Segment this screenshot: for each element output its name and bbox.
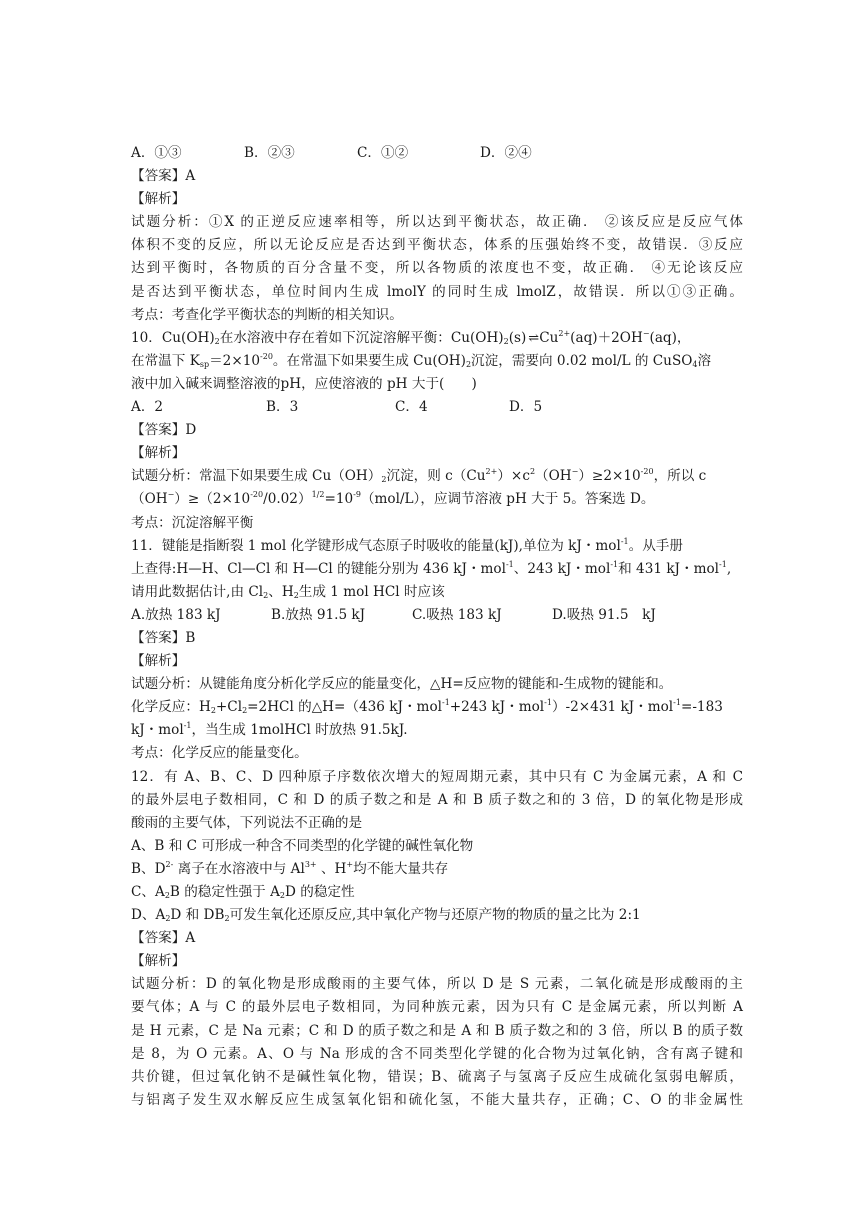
q12-option-d: D、$A_2D$ 和 $DB_2$可发生氧化还原反应,其中氧化产物与还原产物的物质的量之比为 2:1 <box>131 907 641 924</box>
q12-option-b: B、$D^{2-}$ 离子在水溶液中与 $Al^{3+}$ 、H+均不能大量共存 <box>131 859 449 877</box>
option-c: C．①② <box>357 145 409 161</box>
q12-analysis-line: 是 H 元素，C 是 Na 元素；C 和 D 的质子数之和是 A 和 B 质子数之和的 3 倍，所以 B 的质子数 <box>131 1022 743 1039</box>
option-b: B.放热 91.5 kJ <box>271 606 366 623</box>
q11-answer: 【答案】B <box>131 629 196 646</box>
q11-stem-line2: 上查得:H—H、Cl—Cl 和 H—Cl 的键能分别为 436 kJ・mol$^{-1}$、243 kJ・mol$^{-1}$和 431 kJ・mol$^{-1}$, <box>131 559 732 577</box>
q10-stem-line3: 液中加入碱来调整溶液的pH，应使溶液的 pH 大于( ) <box>131 375 477 392</box>
option-a: A.放热 183 kJ <box>131 606 221 623</box>
q11-analysis-line3: kJ・mol$^{-1}$，当生成 1molHCl 时放热 91.5kJ. <box>131 721 408 739</box>
q12-option-c: C、$A_2B$ 的稳定性强于 $A_2D$ 的稳定性 <box>131 884 355 900</box>
q11-stem-line3: 请用此数据估计,由 $Cl_2$、$H_2$生成 1 mol HCl 时应该 <box>131 583 445 600</box>
q12-stem-line: 12．有 A、B、C、D 四种原子序数依次增大的短周期元素，其中只有 C 为金属元素，A 和 C <box>131 768 743 785</box>
q10-analysis-label: 【解析】 <box>131 445 186 462</box>
q9-options <box>131 142 743 165</box>
q9-analysis-line: 体积不变的反应，所以无论反应是否达到平衡状态，体系的压强始终不变，故错误．③反应 <box>131 237 743 254</box>
option-d: D．5 <box>509 399 543 416</box>
q12-analysis-line: 共价键，但过氧化钠不是碱性氧化物，错误；B、硫离子与氢离子反应生成硫化氢弱电解质， <box>131 1068 743 1085</box>
q12-option-a: A、B 和 C 可形成一种含不同类型的化学键的碱性氧化物 <box>131 837 474 854</box>
option-d: D．②④ <box>480 145 532 161</box>
equilibrium-arrow-icon: ⇌ <box>528 330 538 346</box>
q12-answer: 【答案】A <box>131 930 196 947</box>
q11-analysis-line2: 化学反应：$H_2+Cl_2=2HCl$ 的△H=（436 kJ・mol$^{-1}$+243 kJ・mol$^{-1}$）-2×431 kJ・mol$^{-1}$=-183 <box>131 698 723 716</box>
q11-analysis-label: 【解析】 <box>131 653 186 670</box>
q9-analysis-label: 【解析】 <box>131 191 186 208</box>
q11-analysis-line1: 试题分析：从键能角度分析化学反应的能量变化，△H=反应物的键能和-生成物的键能和。 <box>131 676 673 693</box>
option-c: C．4 <box>395 399 428 416</box>
q12-stem-line: 的最外层电子数相同，C 和 D 的质子数之和是 A 和 B 质子数之和的 3 倍，D 的氧化物是形成 <box>131 791 743 808</box>
q11-options <box>131 604 743 627</box>
q12-analysis-line: 要气体；A 与 C 的最外层电子数相同，为同种族元素，因为只有 C 是金属元素，所以判断 A <box>131 999 743 1016</box>
option-d: D.吸热 91.5 kJ <box>552 606 656 623</box>
q9-analysis-line: 是否达到平衡状态，单位时间内生成 lmolY 的同时生成 lmolZ，故错误．所以①③正确。 <box>131 283 743 300</box>
q9-analysis-line: 达到平衡时，各物质的百分含量不变，所以各物质的浓度也不变，故正确． ④无论该反应 <box>131 260 743 277</box>
q12-analysis-line: 与铝离子发生双水解反应生成氢氧化铝和硫化氢，不能大量共存，正确；C、O 的非金属性 <box>131 1091 743 1108</box>
option-a: A．2 <box>131 399 164 416</box>
q10-stem-line1: 10．$Cu(OH)_2$在水溶液中存在着如下沉淀溶解平衡：$Cu(OH)_2(s)$ ⇌ $Cu^{2+}(aq)+2OH^-(aq)$， <box>131 327 743 350</box>
q10-analysis-line1: 试题分析：常温下如果要生成 $Cu(OH)_2$沉淀，则 $c(Cu^{2+})\times c^2(OH^-)\ge 2\times 10^{-20}$，所以 c <box>131 467 707 485</box>
q11-stem-line1: 11．键能是指断裂 1 mol 化学键形成气态原子时吸收的能量(kJ),单位为 kJ・mol$^{-1}$。从手册 <box>131 536 683 554</box>
q10-stem-line2: 在常温下 $K_{sp}=2\times 10^{-20}$。在常温下如果要生成 $Cu(OH)_2$沉淀，需要向 0.02 mol/L 的 CuSO$_4$溶 <box>131 351 712 369</box>
q11-kaodian: 考点：化学反应的能量变化。 <box>131 745 308 762</box>
q10-answer: 【答案】D <box>131 422 197 439</box>
q12-analysis-label: 【解析】 <box>131 953 186 970</box>
q10-kaodian: 考点：沉淀溶解平衡 <box>131 514 254 531</box>
q10-options <box>131 396 743 419</box>
option-a: A．①③ <box>131 145 182 161</box>
q12-analysis-line: 试题分析：D 的氧化物是形成酸雨的主要气体，所以 D 是 S 元素，二氧化硫是形成酸雨的主 <box>131 976 743 993</box>
q12-stem-line: 酸雨的主要气体，下列说法不正确的是 <box>131 814 363 831</box>
option-b: B．②③ <box>244 145 295 161</box>
q9-answer: 【答案】A <box>131 168 196 185</box>
option-c: C.吸热 183 kJ <box>412 606 502 623</box>
q9-analysis-line: 试题分析：①X 的正逆反应速率相等，所以达到平衡状态，故正确． ②该反应是反应气体 <box>131 214 743 231</box>
q9-kaodian: 考点：考查化学平衡状态的判断的相关知识。 <box>131 306 403 323</box>
document-page <box>131 142 743 1112</box>
q12-analysis-line: 是 8，为 O 元素。A、O 与 Na 形成的含不同类型化学键的化合物为过氧化钠，含有离子键和 <box>131 1045 743 1062</box>
option-b: B．3 <box>266 399 299 416</box>
q10-analysis-line2: $(OH^-)\ge(2\times 10^{-20}/0.02)^{1/2}=10^{-9}(mol/L)$，应调节溶液 pH 大于 5。答案选 D。 <box>131 490 655 508</box>
